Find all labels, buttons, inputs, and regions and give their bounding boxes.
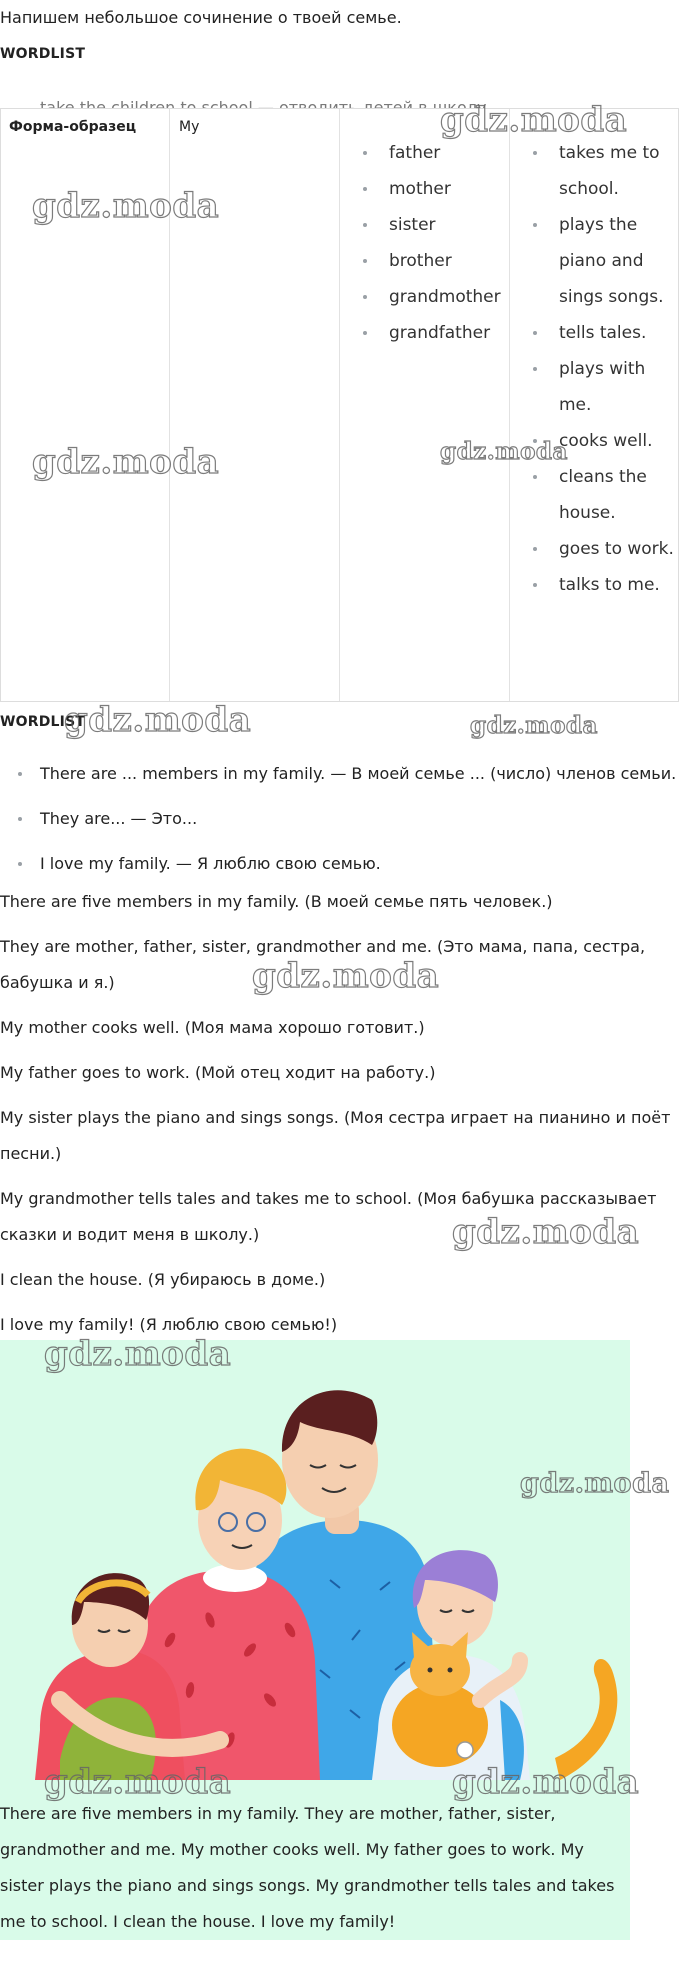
list-item: grandmother	[363, 279, 501, 315]
list-item: father	[363, 135, 501, 171]
list-item: plays the piano and sings songs.	[533, 207, 674, 315]
list-item: grandfather	[363, 315, 501, 351]
phrases-list	[14, 751, 676, 886]
cat-tag	[457, 1742, 473, 1758]
table-divider	[339, 109, 340, 701]
sentence-5: My sister plays the piano and sings songs. (Моя сестра играет на пианино и поёт песни.)	[0, 1108, 671, 1163]
wordlist-heading-2: WORDLIST	[0, 714, 86, 730]
family-illustration	[0, 1340, 630, 1800]
actions-list	[533, 135, 674, 603]
watermark: gdz.moda	[470, 712, 598, 739]
list-item: sister	[363, 207, 501, 243]
sentence-2: They are mother, father, sister, grandmother and me. (Это мама, папа, сестра, бабушка и я.)	[0, 937, 646, 992]
list-item: There are ... members in my family. — В моей семье ... (число) членов семьи.	[14, 751, 676, 796]
list-item: mother	[363, 171, 501, 207]
sentence-7: I clean the house. (Я убираюсь в доме.)	[0, 1270, 326, 1289]
watermark: gdz.moda	[252, 956, 440, 996]
wordlist-heading: WORDLIST	[0, 46, 86, 62]
table-header-form: Форма-образец	[9, 119, 137, 135]
list-item: I love my family. — Я люблю свою семью.	[14, 841, 676, 886]
watermark: gdz.moda	[44, 1334, 232, 1374]
watermark: gdz.moda	[440, 438, 568, 465]
list-item: cooks well.	[533, 423, 674, 459]
sentence-1: There are five members in my family. (В моей семье пять человек.)	[0, 892, 553, 911]
sentence-8: I love my family! (Я люблю свою семью!)	[0, 1315, 338, 1334]
list-item: They are... — Это...	[14, 796, 676, 841]
list-item: tells tales.	[533, 315, 674, 351]
watermark: gdz.moda	[520, 1468, 670, 1499]
sentence-4: My father goes to work. (Мой отец ходит на работу.)	[0, 1063, 436, 1082]
table-header-my: My	[179, 119, 200, 135]
family-members-list	[363, 135, 501, 351]
list-item: goes to work.	[533, 531, 674, 567]
table-divider	[509, 109, 510, 701]
watermark: gdz.moda	[32, 442, 220, 482]
list-item: cleans the house.	[533, 459, 674, 531]
watermark: gdz.moda	[64, 700, 252, 740]
watermark: gdz.moda	[452, 1762, 640, 1802]
watermark: gdz.moda	[452, 1212, 640, 1252]
intro-text: Напишем небольшое сочинение о твоей семье.	[0, 8, 402, 27]
sentence-3: My mother cooks well. (Моя мама хорошо готовит.)	[0, 1018, 425, 1037]
list-item: plays with me.	[533, 351, 674, 423]
essay-text: There are five members in my family. They are mother, father, sister, grandmother and me. My mother cooks well. My father goes to work. My sister plays the piano and sings songs. My grandmother tells tales and takes me to school. I clean the house. I love my family!	[0, 1804, 615, 1931]
watermark: gdz.moda	[44, 1762, 232, 1802]
watermark: gdz.moda	[32, 186, 220, 226]
list-item: takes me to school.	[533, 135, 674, 207]
watermark: gdz.moda	[440, 100, 628, 140]
list-item: brother	[363, 243, 501, 279]
sentence-6: My grandmother tells tales and takes me to school. (Моя бабушка рассказывает сказки и водит меня в школу.)	[0, 1189, 657, 1244]
list-item: talks to me.	[533, 567, 674, 603]
